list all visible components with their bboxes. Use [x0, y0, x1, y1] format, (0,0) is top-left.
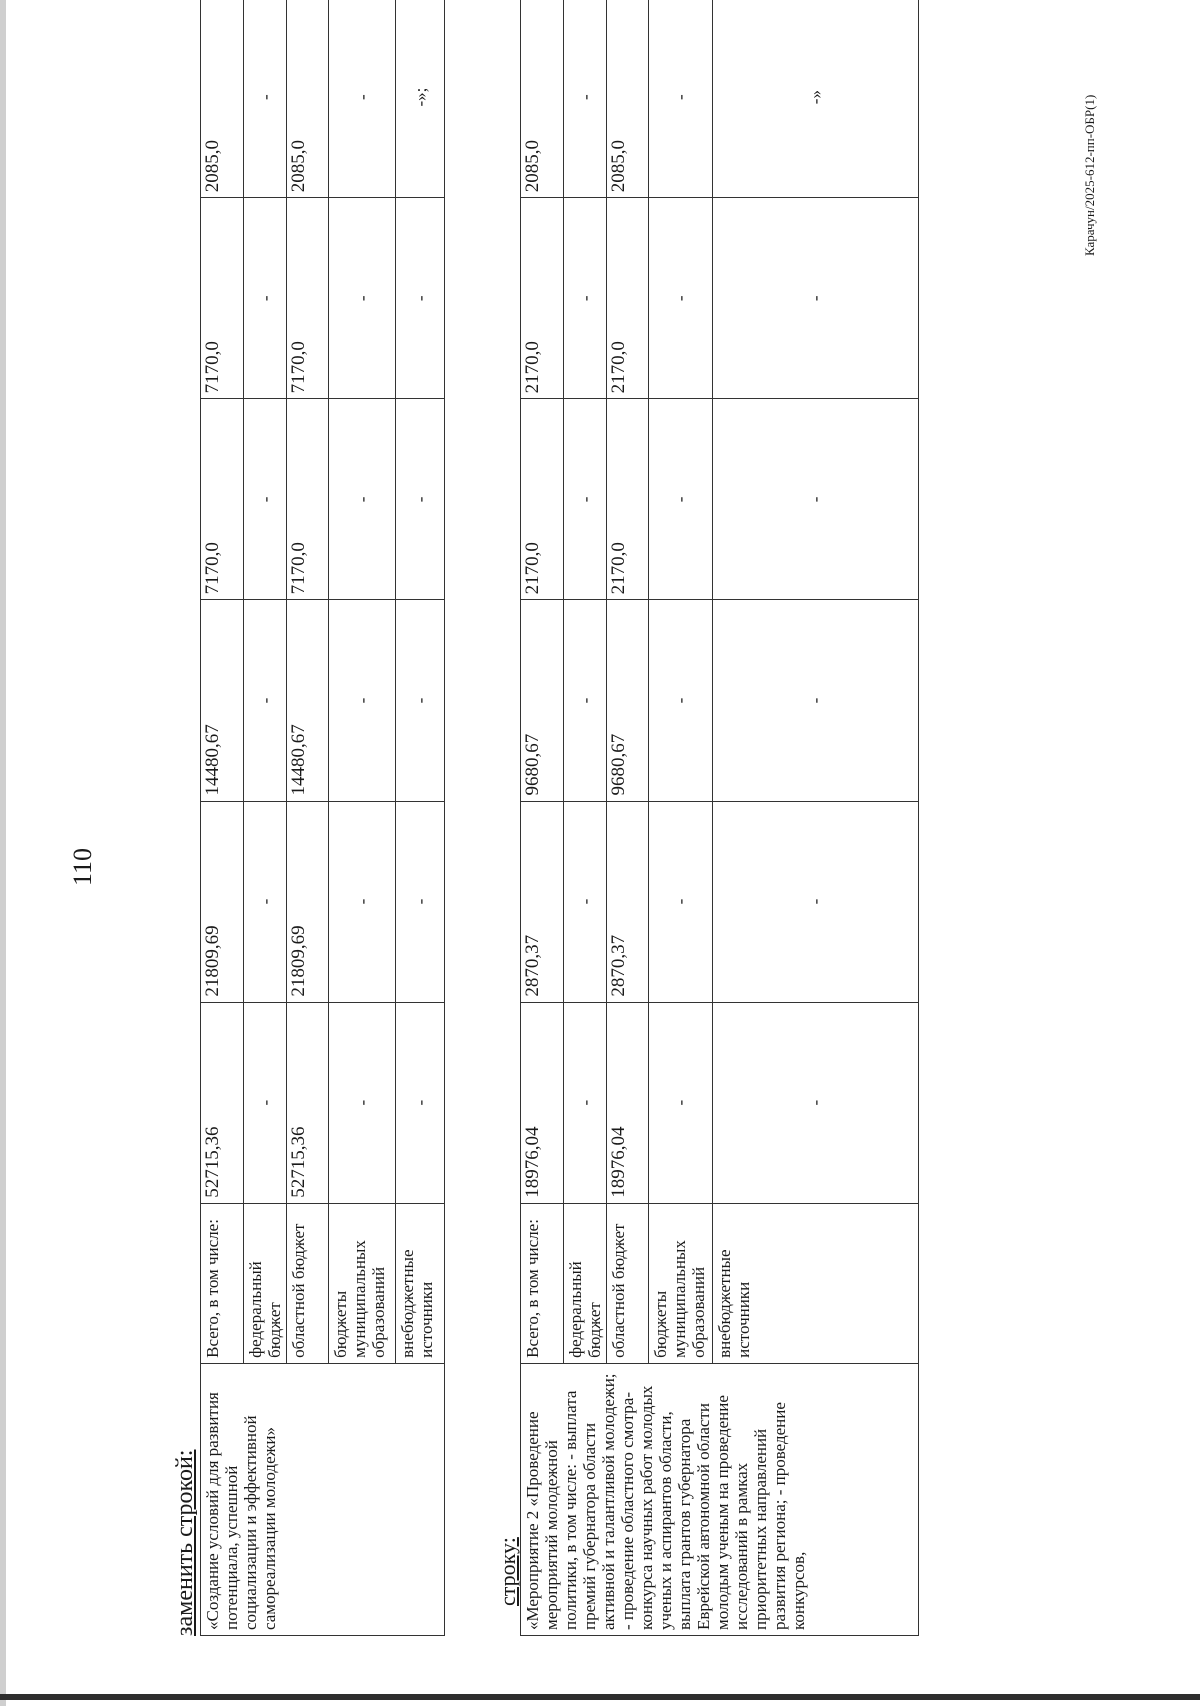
string-label: строку: — [495, 1537, 520, 1606]
value-cell: 7170,0 — [287, 198, 329, 399]
value-cell: - — [649, 198, 713, 399]
source-cell: внебюджетные источники — [396, 1203, 445, 1363]
page-number: 110 — [68, 847, 97, 886]
value-cell: - — [564, 1002, 607, 1203]
value-cell: -»; — [396, 0, 445, 198]
value-cell: 2085,0 — [201, 0, 244, 198]
value-cell: - — [244, 198, 287, 399]
source-cell: бюджеты муниципальных образований — [329, 1203, 396, 1363]
replace-table — [200, 0, 445, 1636]
source-cell: бюджеты муниципальных образований — [649, 1203, 713, 1363]
value-cell: 9680,67 — [607, 600, 649, 801]
registration-code: Карачун/2025-612-пп-ОБР(1) — [1082, 94, 1097, 256]
value-cell: 2870,37 — [607, 801, 649, 1002]
source-cell: федеральный бюджет — [564, 1203, 607, 1363]
value-cell: - — [329, 1002, 396, 1203]
value-cell: 2170,0 — [521, 198, 564, 399]
value-cell: - — [329, 801, 396, 1002]
value-cell: - — [564, 801, 607, 1002]
value-cell: - — [564, 0, 607, 198]
value-cell: - — [396, 399, 445, 600]
value-cell: 52715,36 — [287, 1002, 329, 1203]
value-cell: 2085,0 — [287, 0, 329, 198]
replace-label: заменить строкой: — [172, 1449, 198, 1636]
value-cell: - — [564, 198, 607, 399]
source-cell: Всего, в том числе: — [201, 1203, 244, 1363]
value-cell: - — [244, 0, 287, 198]
value-cell: - — [649, 600, 713, 801]
source-cell: внебюджетные источники — [713, 1203, 919, 1363]
value-cell: - — [649, 0, 713, 198]
value-cell: 2170,0 — [521, 399, 564, 600]
value-cell: - — [244, 600, 287, 801]
table-row — [521, 0, 564, 1636]
source-cell: областной бюджет — [287, 1203, 329, 1363]
string-table — [520, 0, 919, 1636]
value-cell: - — [713, 198, 919, 399]
value-cell: - — [396, 801, 445, 1002]
value-cell: 2170,0 — [607, 198, 649, 399]
value-cell: - — [329, 399, 396, 600]
value-cell: - — [329, 600, 396, 801]
source-cell: федеральный бюджет — [244, 1203, 287, 1363]
value-cell: - — [396, 198, 445, 399]
value-cell: 7170,0 — [201, 399, 244, 600]
value-cell: - — [244, 1002, 287, 1203]
value-cell: 21809,69 — [201, 801, 244, 1002]
activity-name-cell: «Мероприятие 2 «Проведение мероприятий молодежной политики, в том числе: - выплата премий губернатора области активной и талантливой молодежи; - проведение областного смотра-конкурса научных работ молодых ученых и аспирантов области, выплата грантов губернатора Еврейской автономной области молодым ученым на проведение исследований в рамках приоритетных направлений развития региона; - проведение конкурсов, — [521, 1363, 919, 1635]
value-cell: -» — [713, 0, 919, 198]
value-cell: - — [564, 600, 607, 801]
value-cell: - — [329, 198, 396, 399]
source-cell: Всего, в том числе: — [521, 1203, 564, 1363]
value-cell: 14480,67 — [201, 600, 244, 801]
value-cell: 7170,0 — [201, 198, 244, 399]
value-cell: 21809,69 — [287, 801, 329, 1002]
value-cell: - — [713, 399, 919, 600]
value-cell: 9680,67 — [521, 600, 564, 801]
source-cell: областной бюджет — [607, 1203, 649, 1363]
value-cell: - — [396, 1002, 445, 1203]
value-cell: - — [244, 801, 287, 1002]
value-cell: 14480,67 — [287, 600, 329, 801]
value-cell: - — [649, 399, 713, 600]
value-cell: 18976,04 — [607, 1002, 649, 1203]
value-cell: 2170,0 — [607, 399, 649, 600]
value-cell: - — [713, 600, 919, 801]
value-cell: 18976,04 — [521, 1002, 564, 1203]
value-cell: - — [713, 1002, 919, 1203]
value-cell: 52715,36 — [201, 1002, 244, 1203]
value-cell: - — [713, 801, 919, 1002]
value-cell: 2085,0 — [521, 0, 564, 198]
value-cell: 2870,37 — [521, 801, 564, 1002]
table-row — [201, 0, 244, 1636]
value-cell: - — [329, 0, 396, 198]
value-cell: - — [564, 399, 607, 600]
value-cell: - — [396, 600, 445, 801]
program-name-cell: «Создание условий для развития потенциала, успешной социализации и эффективной самореализации молодежи» — [201, 1363, 445, 1635]
value-cell: 2085,0 — [607, 0, 649, 198]
value-cell: - — [244, 399, 287, 600]
value-cell: 7170,0 — [287, 399, 329, 600]
value-cell: - — [649, 1002, 713, 1203]
value-cell: - — [649, 801, 713, 1002]
